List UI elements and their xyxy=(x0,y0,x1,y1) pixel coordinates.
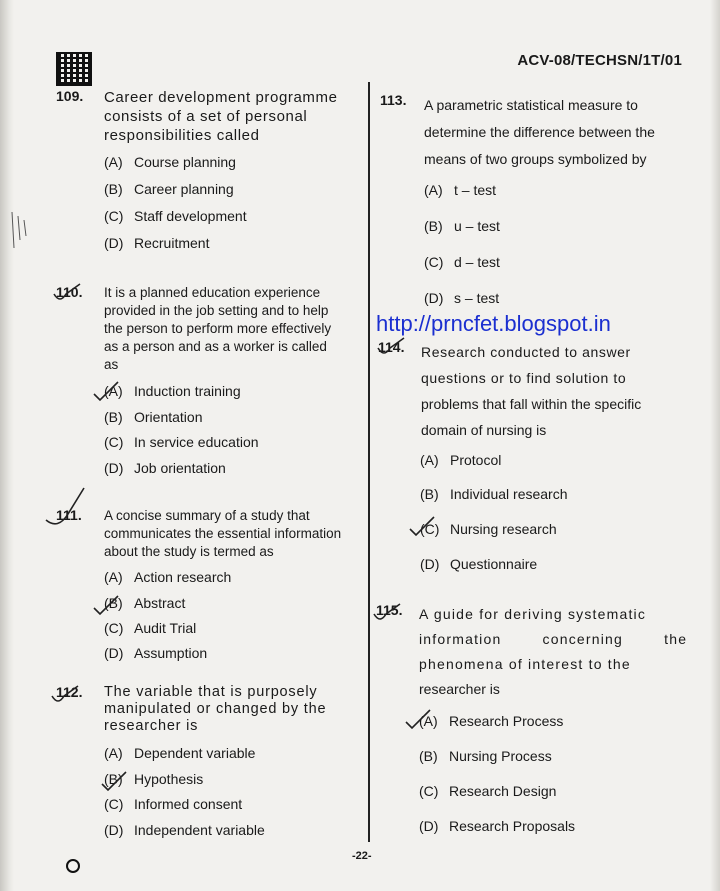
question-number: 111. xyxy=(56,507,82,523)
question-111 xyxy=(56,507,356,667)
question-109 xyxy=(56,88,356,258)
tick-mark-115 xyxy=(372,602,402,624)
question-stem: Career development programme consists of a set of personal responsibilities called xyxy=(104,89,338,144)
question-stem: A parametric statistical measure to determine the difference between the means of two groups symbolized by xyxy=(424,97,655,167)
question-number: 112. xyxy=(56,684,83,700)
tick-mark-114 xyxy=(376,336,406,358)
question-number: 109. xyxy=(56,88,84,104)
tick-mark-111b xyxy=(92,594,122,616)
question-number: 110. xyxy=(56,284,83,300)
question-stem: The variable that is purposely manipulated or changed by the researcher is xyxy=(104,684,327,734)
option-c[interactable]: (C) Staff development xyxy=(104,208,247,224)
option-b[interactable]: (B) Career planning xyxy=(104,181,234,197)
question-stem: A concise summary of a study that communicates the essential information about the study is termed as xyxy=(104,508,342,559)
tick-mark-111 xyxy=(44,486,88,532)
option-a[interactable]: (A) Protocol xyxy=(420,452,502,468)
option-d[interactable]: (D) Job orientation xyxy=(104,460,226,476)
column-divider xyxy=(368,82,370,842)
option-b[interactable]: (B) Abstract xyxy=(104,595,186,611)
option-a[interactable]: (A) Induction training xyxy=(104,383,241,399)
option-d[interactable]: (D) s – test xyxy=(424,290,500,306)
option-d[interactable]: (D) Independent variable xyxy=(104,822,265,838)
option-c[interactable]: (C) In service education xyxy=(104,434,259,450)
tick-mark-110 xyxy=(52,282,82,304)
option-d[interactable]: (D) Research Proposals xyxy=(419,818,576,834)
question-112 xyxy=(56,684,356,844)
option-b[interactable]: (B) Hypothesis xyxy=(104,771,204,787)
option-c[interactable]: (C) Informed consent xyxy=(104,796,243,812)
option-a[interactable]: (A) Action research xyxy=(104,569,232,585)
question-113 xyxy=(380,92,680,312)
option-b[interactable]: (B) Nursing Process xyxy=(419,748,552,764)
option-d[interactable]: (D) Questionnaire xyxy=(420,556,538,572)
question-stem: It is a planned education experience provided in the job setting and to help the person to perform more effectively as a person and as a worker is called as xyxy=(104,285,332,372)
paper-code: ACV-08/TECHSN/1T/01 xyxy=(517,52,682,69)
question-stem: A guide for deriving systematic information concerning the phenomena of interest to the researcher is xyxy=(419,606,688,697)
page-edge-right xyxy=(710,0,720,891)
circle-mark xyxy=(66,859,80,873)
tick-mark-110a xyxy=(92,380,122,402)
option-a[interactable]: (A) Course planning xyxy=(104,154,236,170)
blog-url-link[interactable]: http://prncfet.blogspot.in xyxy=(376,311,611,336)
option-d[interactable]: (D) Assumption xyxy=(104,645,208,661)
scan-artifact xyxy=(8,210,34,250)
option-a[interactable]: (A) Dependent variable xyxy=(104,745,256,761)
question-number: 115. xyxy=(376,602,403,618)
question-114 xyxy=(378,339,678,579)
tick-mark-112 xyxy=(50,684,83,706)
tick-mark-114c xyxy=(408,515,438,537)
page-edge-left xyxy=(0,0,14,891)
qr-code xyxy=(56,52,92,86)
option-d[interactable]: (D) Recruitment xyxy=(104,235,210,251)
tick-mark-115a xyxy=(404,708,434,730)
option-c[interactable]: (C) d – test xyxy=(424,254,500,270)
page-number: -22- xyxy=(352,850,372,862)
option-a[interactable]: (A) Research Process xyxy=(419,713,564,729)
question-number: 114. xyxy=(378,339,405,355)
option-a[interactable]: (A) t – test xyxy=(424,182,497,198)
question-stem: Research conducted to answer questions or to find solution to problems that fall within the specific domain of nursing is xyxy=(421,344,642,438)
question-number: 113. xyxy=(380,92,407,108)
option-b[interactable]: (B) u – test xyxy=(424,218,500,234)
option-c[interactable]: (C) Research Design xyxy=(419,783,557,799)
option-c[interactable]: (C) Nursing research xyxy=(420,521,557,537)
tick-mark-112b xyxy=(100,770,130,792)
option-c[interactable]: (C) Audit Trial xyxy=(104,620,197,636)
option-b[interactable]: (B) Individual research xyxy=(420,486,568,502)
option-b[interactable]: (B) Orientation xyxy=(104,409,203,425)
